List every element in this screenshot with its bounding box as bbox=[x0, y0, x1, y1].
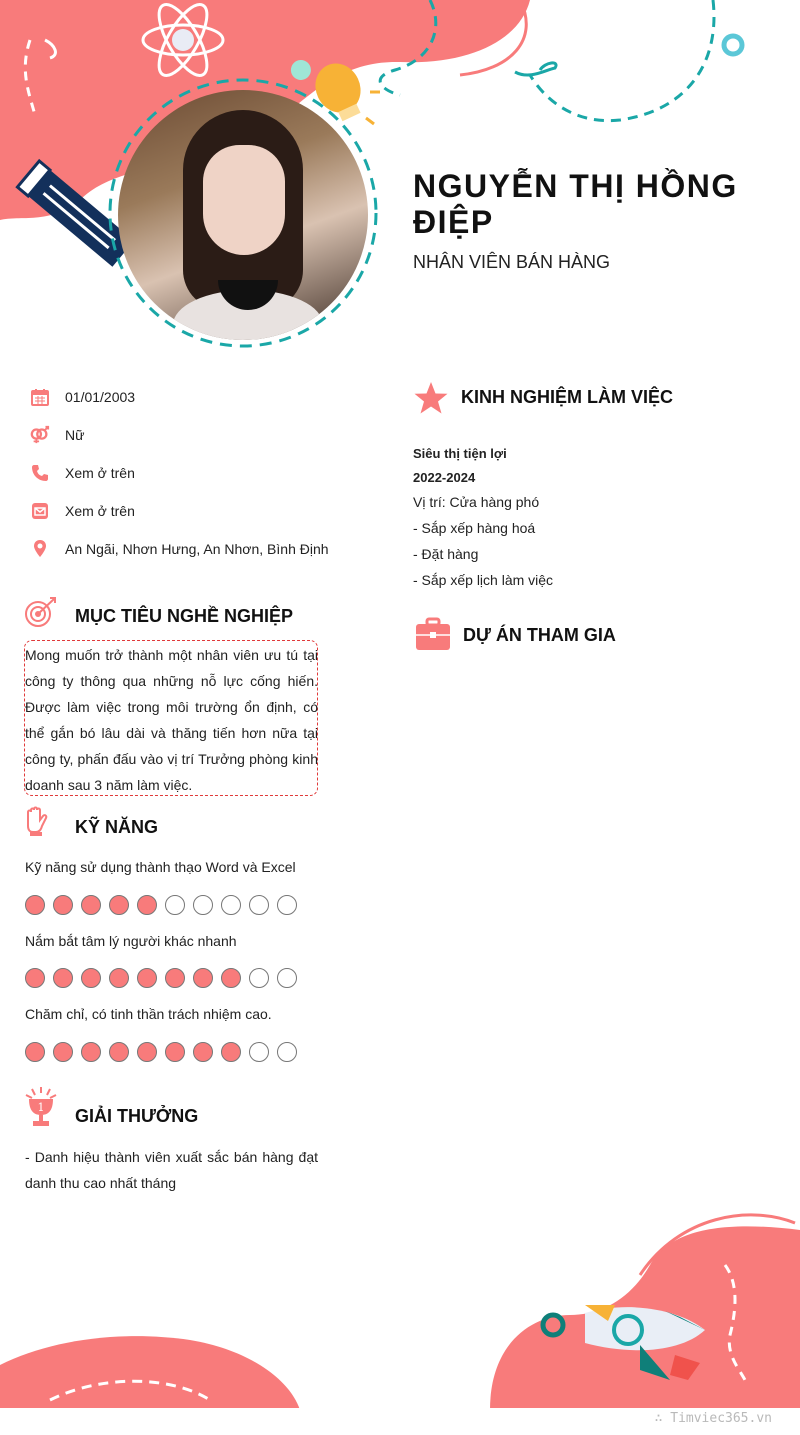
skills-title: KỸ NĂNG bbox=[75, 817, 159, 837]
rating-dot-filled bbox=[81, 1042, 101, 1062]
rating-dot-filled bbox=[53, 1042, 73, 1062]
rating-dot-empty bbox=[249, 968, 269, 988]
phone-icon bbox=[30, 463, 50, 483]
skill-name: Kỹ năng sử dụng thành thạo Word và Excel bbox=[25, 859, 296, 875]
rating-dot-empty bbox=[193, 895, 213, 915]
contact-value: Xem ở trên bbox=[65, 503, 135, 519]
watermark: ∴ Timviec365.vn bbox=[654, 1411, 772, 1426]
rating-dot-filled bbox=[193, 968, 213, 988]
rating-dot-filled bbox=[109, 895, 129, 915]
footer-decoration-left bbox=[0, 1330, 310, 1410]
footer-decoration-right bbox=[490, 1205, 800, 1410]
trophy-icon bbox=[24, 1085, 58, 1129]
skill-rating bbox=[25, 895, 297, 915]
rating-dot-filled bbox=[221, 968, 241, 988]
rating-dot-filled bbox=[81, 895, 101, 915]
rating-dot-filled bbox=[109, 968, 129, 988]
contact-gender bbox=[30, 424, 84, 446]
objective-text: Mong muốn trở thành một nhân viên ưu tú tại công ty thông qua những nỗ lực cống hiến. Được làm việc trong môi trường ổn định, có thể gắn bó lâu dài và thăng tiến hơn nữa tại công ty, phấn đấu vào vị trí Trưởng phòng kinh doanh sau 3 năm làm việc. bbox=[25, 647, 318, 793]
experience-detail: - Đặt hàng bbox=[413, 546, 479, 562]
rating-dot-filled bbox=[81, 968, 101, 988]
skill-name: Chăm chỉ, có tinh thần trách nhiệm cao. bbox=[25, 1006, 272, 1022]
contact-value: Nữ bbox=[65, 427, 85, 443]
contact-phone bbox=[30, 462, 135, 484]
rating-dot-empty bbox=[277, 895, 297, 915]
experience-detail: Vị trí: Cửa hàng phó bbox=[413, 494, 540, 510]
location-icon bbox=[30, 539, 50, 559]
rating-dot-filled bbox=[137, 1042, 157, 1062]
rating-dot-empty bbox=[221, 895, 241, 915]
skill-name: Nắm bắt tâm lý người khác nhanh bbox=[25, 933, 237, 949]
projects-title: DỰ ÁN THAM GIA bbox=[463, 625, 616, 645]
experience-title: KINH NGHIỆM LÀM VIỆC bbox=[461, 387, 674, 407]
rating-dot-empty bbox=[249, 895, 269, 915]
skill-rating bbox=[25, 1042, 297, 1062]
objective-title: MỤC TIÊU NGHỀ NGHIỆP bbox=[75, 606, 294, 626]
experience-period: 2022-2024 bbox=[413, 470, 476, 485]
contact-birthday bbox=[30, 386, 135, 408]
calendar-icon bbox=[30, 387, 50, 407]
rating-dot-filled bbox=[165, 968, 185, 988]
rating-dot-filled bbox=[53, 968, 73, 988]
rating-dot-filled bbox=[25, 1042, 45, 1062]
rating-dot-empty bbox=[277, 1042, 297, 1062]
skill-rating bbox=[25, 968, 297, 988]
rating-dot-filled bbox=[165, 1042, 185, 1062]
rating-dot-filled bbox=[109, 1042, 129, 1062]
gender-icon bbox=[30, 425, 50, 445]
rating-dot-empty bbox=[165, 895, 185, 915]
avatar bbox=[118, 90, 368, 340]
rating-dot-empty bbox=[277, 968, 297, 988]
awards-title: GIẢI THƯỞNG bbox=[75, 1106, 199, 1126]
contact-value: An Ngãi, Nhơn Hưng, An Nhơn, Bình Định bbox=[65, 541, 329, 557]
svg-text:1: 1 bbox=[37, 1101, 45, 1114]
rating-dot-filled bbox=[193, 1042, 213, 1062]
rating-dot-empty bbox=[249, 1042, 269, 1062]
experience-detail: - Sắp xếp hàng hoá bbox=[413, 520, 536, 536]
experience-detail: - Sắp xếp lịch làm việc bbox=[413, 572, 554, 588]
experience-company: Siêu thị tiện lợi bbox=[413, 446, 507, 461]
rating-dot-filled bbox=[137, 968, 157, 988]
hand-icon bbox=[24, 806, 50, 838]
rating-dot-filled bbox=[25, 968, 45, 988]
contact-value: 01/01/2003 bbox=[65, 389, 136, 405]
candidate-name: NGUYỄN THỊ HỒNG ĐIỆP bbox=[413, 168, 738, 240]
rating-dot-filled bbox=[221, 1042, 241, 1062]
email-icon bbox=[30, 501, 50, 521]
rating-dot-filled bbox=[25, 895, 45, 915]
rating-dot-filled bbox=[137, 895, 157, 915]
award-text: - Danh hiệu thành viên xuất sắc bán hàng đạt danh thu cao nhất tháng bbox=[25, 1149, 318, 1191]
target-icon bbox=[24, 596, 58, 628]
candidate-position: NHÂN VIÊN BÁN HÀNG bbox=[413, 252, 611, 272]
rating-dot-filled bbox=[53, 895, 73, 915]
briefcase-icon bbox=[415, 617, 451, 651]
contact-address bbox=[30, 538, 329, 560]
contact-value: Xem ở trên bbox=[65, 465, 135, 481]
contact-email bbox=[30, 500, 135, 522]
star-icon bbox=[413, 380, 449, 416]
